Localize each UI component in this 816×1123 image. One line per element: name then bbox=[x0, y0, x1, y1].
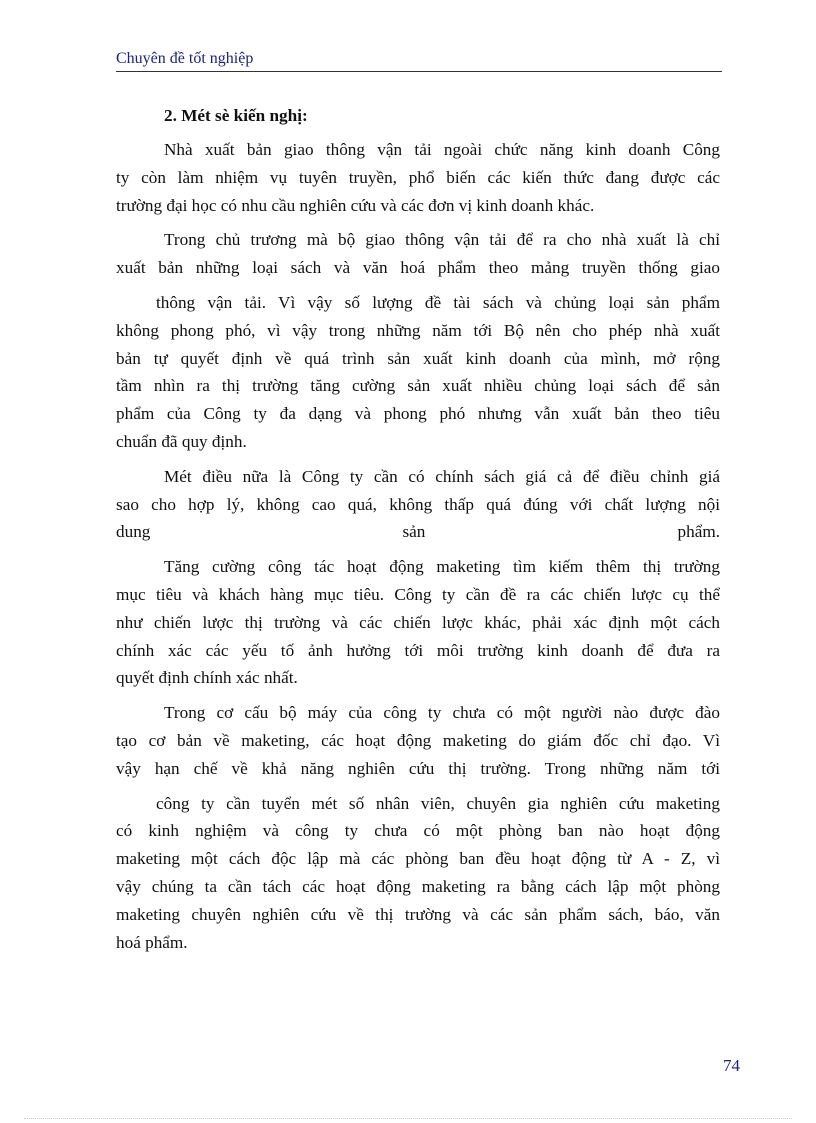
text-line: quyết định chính xác nhất. bbox=[116, 668, 298, 688]
running-header bbox=[116, 48, 722, 72]
text-line: ty còn làm nhiệm vụ tuyên truyền, phổ biến các kiến thức đang được các bbox=[116, 167, 720, 187]
text-line: tạo cơ bản về maketing, các hoạt động maketing do giám đốc chỉ đạo. Vì bbox=[116, 730, 720, 750]
text-line: phẩm của Công ty đa dạng và phong phó nhưng vẫn xuất bản theo tiêu bbox=[116, 404, 720, 424]
text-line: maketing chuyên nghiên cứu về thị trường và các sản phẩm sách, báo, văn bbox=[116, 904, 720, 924]
paragraph-2 bbox=[116, 226, 720, 455]
text-line: không phong phó, vì vậy trong những năm tới Bộ nên cho phép nhà xuất bbox=[116, 320, 720, 340]
text-line: Mét điều nữa là Công ty cần có chính sách giá cả để điều chỉnh giá bbox=[164, 466, 720, 486]
text-line: trường đại học có nhu cầu nghiên cứu và các đơn vị kinh doanh khác. bbox=[116, 195, 595, 215]
paragraph-3 bbox=[116, 463, 720, 546]
text-line: dung sản phẩm. bbox=[116, 522, 720, 542]
text-line: thông vận tải. Vì vậy số lượng đề tài sách và chủng loại sản phẩm bbox=[156, 292, 720, 312]
text-line: hoá phẩm. bbox=[116, 932, 188, 952]
text-line: Nhà xuất bản giao thông vận tải ngoài chức năng kinh doanh Công bbox=[164, 140, 720, 159]
text-line: có kinh nghiệm và công ty chưa có một phòng ban nào hoạt động bbox=[116, 821, 720, 841]
page-number: 74 bbox=[723, 1056, 740, 1075]
text-line: maketing một cách độc lập mà các phòng ban đều hoạt động từ A - Z, vì bbox=[116, 849, 720, 869]
text-line: sao cho hợp lý, không cao quá, không thấp quá đúng với chất lượng nội bbox=[116, 494, 720, 514]
text-line: công ty cần tuyển mét số nhân viên, chuyên gia nghiên cứu maketing bbox=[156, 793, 720, 813]
text-line: chính xác các yếu tố ảnh hưởng tới môi trường kinh doanh để đưa ra bbox=[116, 640, 720, 660]
paragraph-4 bbox=[116, 553, 720, 692]
page-bottom-rule bbox=[24, 1118, 792, 1119]
text-line: bản tự quyết định về quá trình sản xuất kinh doanh của mình, mở rộng bbox=[116, 348, 720, 368]
text-line: Tăng cường công tác hoạt động maketing tìm kiếm thêm thị trường bbox=[164, 557, 720, 577]
page-body bbox=[116, 102, 720, 956]
paragraph-5 bbox=[116, 699, 720, 956]
text-line: vậy hạn chế về khả năng nghiên cứu thị trường. Trong những năm tới bbox=[116, 758, 720, 778]
text-line: xuất bản những loại sách và văn hoá phẩm theo mảng truyền thống giao bbox=[116, 258, 720, 278]
text-line: Trong cơ cấu bộ máy của công ty chưa có một người nào được đào bbox=[164, 703, 720, 723]
section-heading: 2. Mét sè kiến nghị: bbox=[164, 106, 308, 125]
text-line: chuẩn đã quy định. bbox=[116, 431, 247, 451]
text-line: Trong chủ trương mà bộ giao thông vận tải để ra cho nhà xuất là chỉ bbox=[164, 230, 720, 250]
header-title: Chuyên đề tốt nghiệp bbox=[116, 50, 254, 67]
text-line: tầm nhìn ra thị trường tăng cường sản xuất nhiều chủng loại sách để sản bbox=[116, 376, 720, 396]
paragraph-1 bbox=[116, 136, 720, 219]
text-line: vậy chúng ta cần tách các hoạt động maketing ra bằng cách lập một phòng bbox=[116, 876, 720, 896]
text-line: mục tiêu và khách hàng mục tiêu. Công ty cần đề ra các chiến lược cụ thể bbox=[116, 584, 720, 604]
text-line: như chiến lược thị trường và các chiến lược khác, phải xác định một cách bbox=[116, 612, 720, 632]
